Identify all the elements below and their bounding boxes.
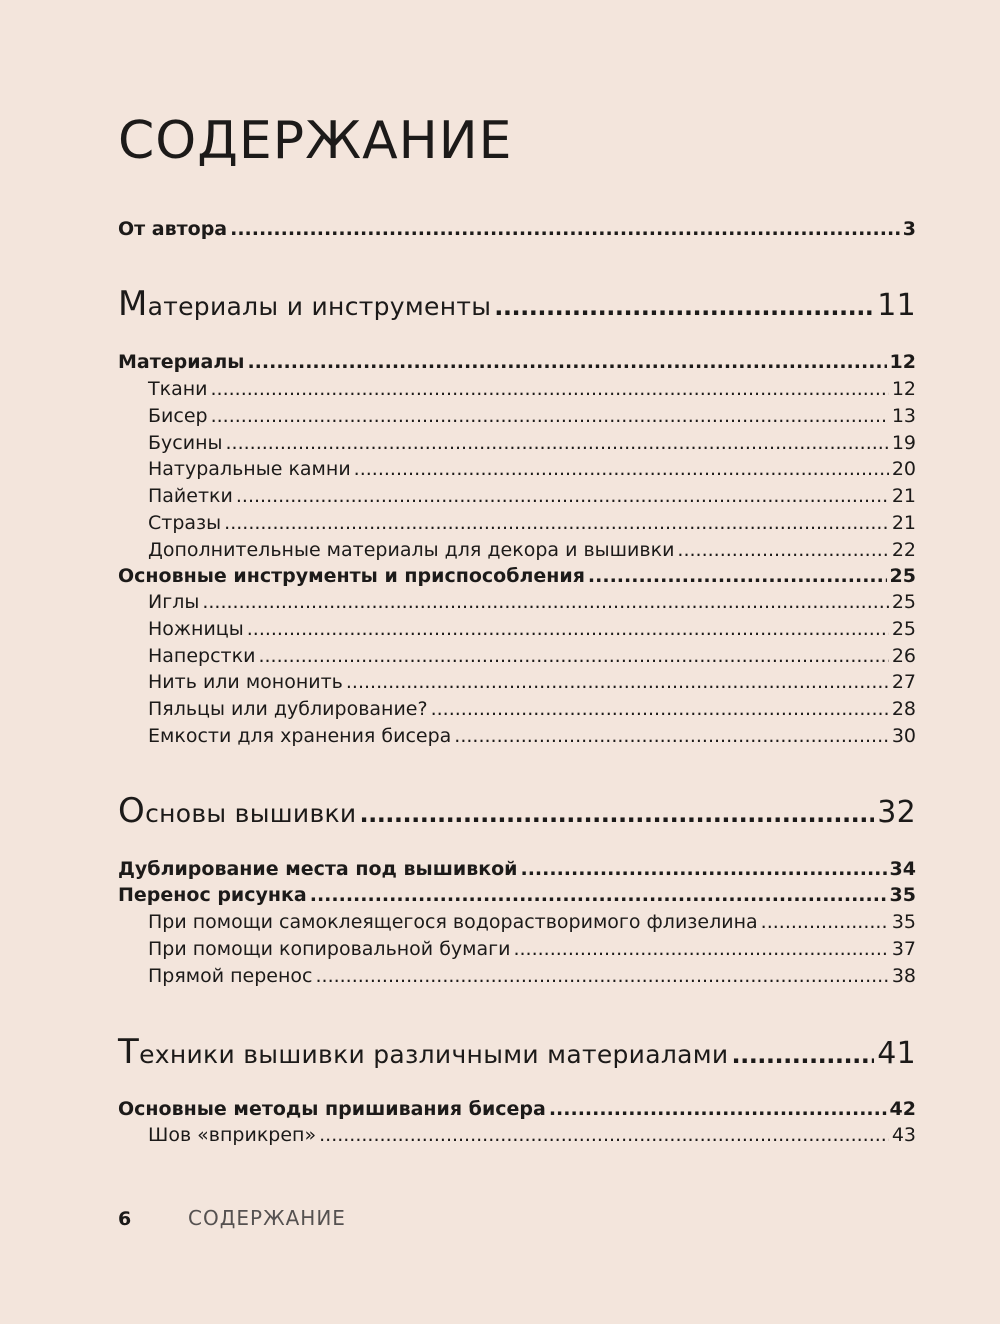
toc-entry-page: 25 xyxy=(891,591,916,613)
section-page: 41 xyxy=(877,1036,916,1071)
toc-subentry[interactable] xyxy=(148,537,916,563)
toc-entry-label: Дополнительные материалы для декора и вышивки xyxy=(148,539,675,561)
toc-entry[interactable] xyxy=(118,882,916,908)
toc-subentry[interactable] xyxy=(148,669,916,695)
dot-leader xyxy=(230,216,900,242)
dot-leader xyxy=(431,696,889,722)
page-footer xyxy=(118,1203,346,1233)
page-number: 6 xyxy=(118,1208,132,1230)
toc-entry-label: Наперстки xyxy=(148,645,256,667)
toc-entry-page: 27 xyxy=(891,671,916,693)
toc-entry[interactable] xyxy=(118,349,916,375)
dot-leader xyxy=(677,537,888,563)
dot-leader xyxy=(588,563,887,589)
toc-entry-page: 26 xyxy=(891,645,916,667)
toc-entry-page: 3 xyxy=(902,218,916,240)
dot-leader xyxy=(319,1122,889,1148)
dot-leader xyxy=(513,936,888,962)
toc-entry-page: 25 xyxy=(889,565,916,587)
toc-entry-label: Основные инструменты и приспособления xyxy=(118,565,585,587)
dot-leader xyxy=(211,376,889,402)
toc-subentry[interactable] xyxy=(148,589,916,615)
section-page: 32 xyxy=(877,795,916,830)
dot-leader xyxy=(731,1034,874,1075)
toc-entry-label: Пайетки xyxy=(148,485,233,507)
toc-subentry[interactable] xyxy=(148,696,916,722)
toc-entry-label: Иглы xyxy=(148,591,200,613)
toc-entry-label: Основные методы пришивания бисера xyxy=(118,1098,546,1120)
dot-leader xyxy=(224,510,889,536)
toc-entry-page: 21 xyxy=(891,512,916,534)
toc-entry-label: Шов «вприкреп» xyxy=(148,1124,317,1146)
toc-section-materials[interactable] xyxy=(118,284,916,327)
toc-entry-page: 13 xyxy=(891,405,916,427)
toc-entry-label: Бусины xyxy=(148,432,223,454)
dot-leader xyxy=(247,616,889,642)
toc-entry-label: При помощи самоклеящегося водорастворимого флизелина xyxy=(148,911,758,933)
dot-leader xyxy=(354,456,889,482)
dot-leader xyxy=(359,793,874,834)
toc-entry-page: 25 xyxy=(891,618,916,640)
dot-leader xyxy=(310,882,887,908)
dot-leader xyxy=(494,286,874,327)
toc-entry-label: Перенос рисунка xyxy=(118,884,307,906)
section-title: Материалы и инструменты xyxy=(118,284,492,324)
toc-entry-page: 12 xyxy=(889,351,916,373)
dot-leader xyxy=(549,1096,887,1122)
toc-subentry[interactable] xyxy=(148,430,916,456)
toc-entry-label: Бисер xyxy=(148,405,208,427)
dot-leader xyxy=(521,856,887,882)
toc-entry[interactable] xyxy=(118,856,916,882)
toc-section-basics[interactable] xyxy=(118,791,916,834)
toc-entry-page: 35 xyxy=(889,884,916,906)
toc-subentry[interactable] xyxy=(148,616,916,642)
toc-entry-label: При помощи копировальной бумаги xyxy=(148,938,511,960)
toc-entry-page: 12 xyxy=(891,378,916,400)
toc-section-techniques[interactable] xyxy=(118,1032,916,1075)
running-head: СОДЕРЖАНИЕ xyxy=(188,1206,346,1230)
toc-entry-page: 20 xyxy=(891,458,916,480)
toc-page xyxy=(118,0,916,1324)
toc-entry-page: 22 xyxy=(891,539,916,561)
dot-leader xyxy=(258,643,888,669)
dot-leader xyxy=(236,483,889,509)
dot-leader xyxy=(454,723,889,749)
toc-entry-page: 35 xyxy=(891,911,916,933)
toc-entry-page: 28 xyxy=(891,698,916,720)
toc-subentry[interactable] xyxy=(148,909,916,935)
toc-entry-intro[interactable] xyxy=(118,216,916,242)
section-title: Техники вышивки различными материалами xyxy=(118,1032,729,1072)
toc-subentry[interactable] xyxy=(148,456,916,482)
dot-leader xyxy=(226,430,889,456)
toc-entry-label: Стразы xyxy=(148,512,222,534)
toc-subentry[interactable] xyxy=(148,936,916,962)
toc-entry[interactable] xyxy=(118,1096,916,1122)
page-title: СОДЕРЖАНИЕ xyxy=(118,111,513,171)
toc-entry-page: 34 xyxy=(889,858,916,880)
toc-entry-label: Прямой перенос xyxy=(148,965,313,987)
section-page: 11 xyxy=(877,288,916,323)
toc-entry-page: 30 xyxy=(891,725,916,747)
toc-subentry[interactable] xyxy=(148,483,916,509)
toc-entry-page: 38 xyxy=(891,965,916,987)
toc-subentry[interactable] xyxy=(148,723,916,749)
toc-subentry[interactable] xyxy=(148,376,916,402)
toc-entry-label: Материалы xyxy=(118,351,245,373)
dot-leader xyxy=(211,403,889,429)
toc-subentry[interactable] xyxy=(148,403,916,429)
dot-leader xyxy=(247,349,886,375)
dot-leader xyxy=(346,669,889,695)
dot-leader xyxy=(315,963,888,989)
toc-entry[interactable] xyxy=(118,563,916,589)
toc-entry-page: 19 xyxy=(891,432,916,454)
toc-entry-page: 37 xyxy=(891,938,916,960)
toc-entry-label: Ножницы xyxy=(148,618,244,640)
toc-subentry[interactable] xyxy=(148,643,916,669)
toc-subentry[interactable] xyxy=(148,963,916,989)
toc-entry-label: Емкости для хранения бисера xyxy=(148,725,452,747)
section-title: Основы вышивки xyxy=(118,791,357,831)
toc-entry-label: Дублирование места под вышивкой xyxy=(118,858,518,880)
toc-entry-label: Нить или мононить xyxy=(148,671,343,693)
toc-subentry[interactable] xyxy=(148,510,916,536)
toc-entry-page: 42 xyxy=(889,1098,916,1120)
toc-entry-page: 21 xyxy=(891,485,916,507)
toc-subentry[interactable] xyxy=(148,1122,916,1148)
toc-entry-label: Ткани xyxy=(148,378,208,400)
dot-leader xyxy=(761,909,889,935)
toc-entry-label: Натуральные камни xyxy=(148,458,351,480)
toc-entry-page: 43 xyxy=(891,1124,916,1146)
toc-entry-label: От автора xyxy=(118,218,228,240)
dot-leader xyxy=(202,589,888,615)
toc-entry-label: Пяльцы или дублирование? xyxy=(148,698,428,720)
